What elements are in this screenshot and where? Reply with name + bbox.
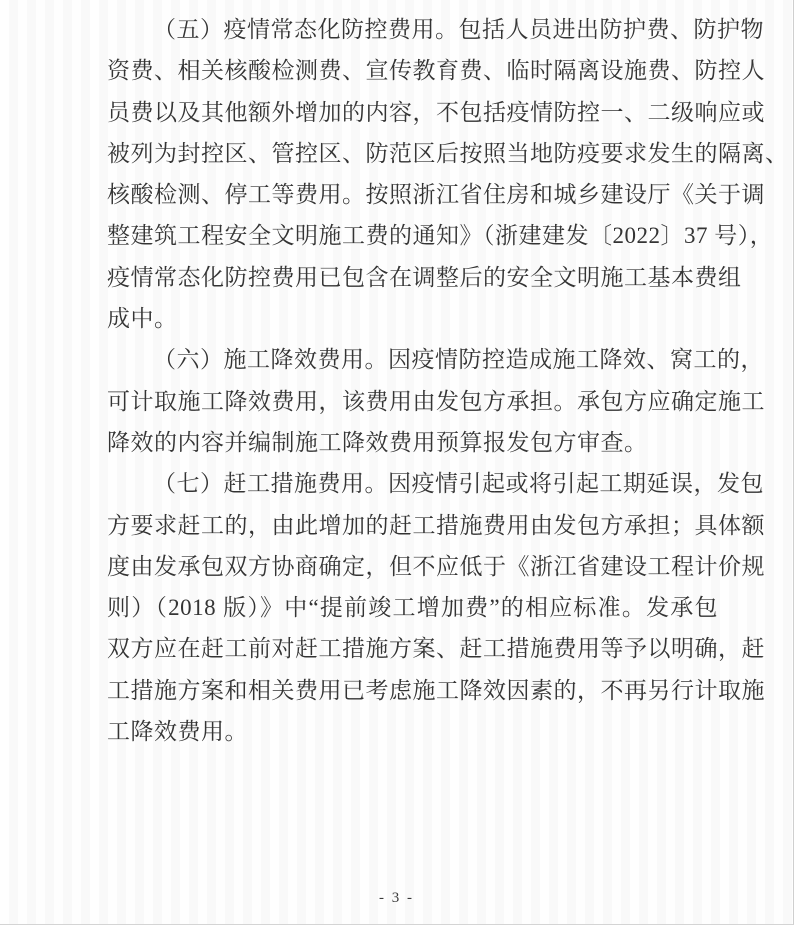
text-line: 工措施方案和相关费用已考虑施工降效因素的，不再另行计取施 bbox=[107, 677, 765, 703]
text-line: 可计取施工降效费用，该费用由发包方承担。承包方应确定施工 bbox=[107, 388, 765, 414]
paragraph-item-6 bbox=[107, 339, 765, 463]
text-line: 方要求赶工的，由此增加的赶工措施费用由发包方承担；具体额 bbox=[107, 512, 765, 538]
text-line: 则）（2018 版）》中“提前竣工增加费”的相应标准。发承包 bbox=[107, 595, 718, 621]
text-line: 度由发承包双方协商确定，但不应低于《浙江省建设工程计价规 bbox=[107, 553, 765, 579]
text-line: 资费、相关核酸检测费、宣传教育费、临时隔离设施费、防控人 bbox=[107, 58, 765, 84]
document-body bbox=[107, 9, 789, 752]
text-line: （六）施工降效费用。因疫情防控造成施工降效、窝工的， bbox=[153, 347, 764, 373]
text-line: （五）疫情常态化防控费用。包括人员进出防护费、防护物 bbox=[153, 17, 764, 42]
text-line: 员费以及其他额外增加的内容，不包括疫情防控一、二级响应或 bbox=[107, 99, 765, 125]
text-line: 被列为封控区、管控区、防范区后按照当地防疫要求发生的隔离、 bbox=[107, 140, 789, 166]
text-line: 整建筑工程安全文明施工费的通知》（浙建建发〔2022〕37 号）， bbox=[107, 223, 774, 249]
text-line: 核酸检测、停工等费用。按照浙江省住房和城乡建设厅《关于调 bbox=[107, 182, 765, 208]
paragraph-item-7 bbox=[107, 463, 765, 752]
text-line: （七）赶工措施费用。因疫情引起或将引起工期延误，发包 bbox=[153, 471, 764, 497]
text-line: 成中。 bbox=[107, 306, 178, 332]
text-line: 工降效费用。 bbox=[107, 719, 248, 745]
page-number: - 3 - bbox=[379, 890, 414, 906]
paragraph-item-5 bbox=[107, 9, 789, 339]
text-line: 降效的内容并编制施工降效费用预算报发包方审查。 bbox=[107, 429, 648, 455]
text-line: 双方应在赶工前对赶工措施方案、赶工措施费用等予以明确，赶 bbox=[107, 636, 765, 662]
text-line: 疫情常态化防控费用已包含在调整后的安全文明施工基本费组 bbox=[107, 264, 742, 290]
